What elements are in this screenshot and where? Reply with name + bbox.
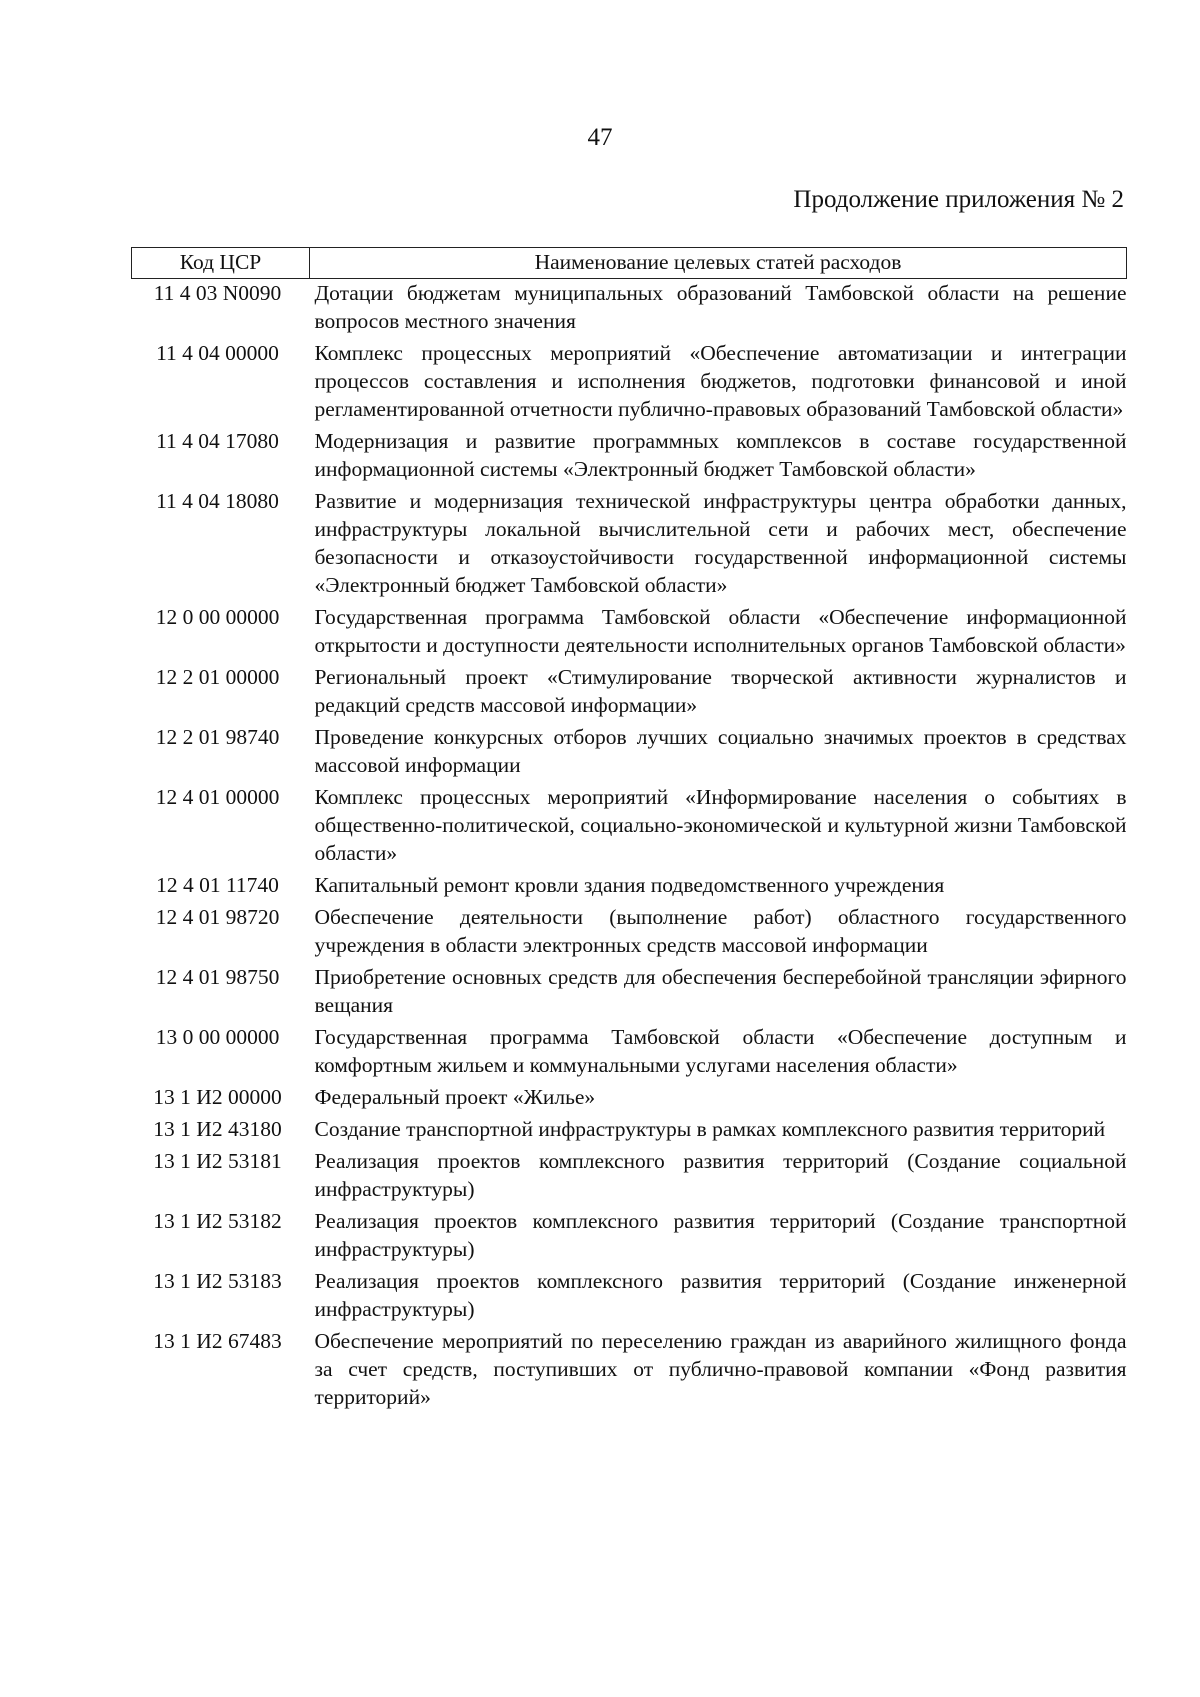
row-code: 12 0 00 00000	[155, 605, 280, 629]
row-code: 12 2 01 98740	[155, 725, 280, 749]
header-code: Код ЦСР	[132, 248, 310, 279]
appendix-title: Продолжение приложения № 2	[793, 186, 1124, 213]
row-code: 13 1 И2 53181	[153, 1149, 282, 1173]
table-header-row	[132, 248, 1127, 279]
row-code: 12 4 01 00000	[155, 785, 280, 809]
table-row	[132, 1083, 1127, 1115]
table-row	[132, 1115, 1127, 1147]
table-row	[132, 603, 1127, 663]
row-name: Капитальный ремонт кровли здания подведомственного учреждения	[314, 873, 945, 897]
row-name: Обеспечение деятельности (выполнение работ) областного государственного учреждения в области электронных средств массовой информации	[314, 905, 1127, 957]
table-row	[132, 663, 1127, 723]
row-code: 11 4 04 00000	[156, 341, 279, 365]
row-name: Федеральный проект «Жилье»	[314, 1085, 596, 1109]
table-row	[132, 1147, 1127, 1207]
row-code: 11 4 03 N0090	[153, 281, 282, 305]
table-row	[132, 1207, 1127, 1267]
row-code: 12 4 01 98720	[155, 905, 280, 929]
table-row	[132, 1267, 1127, 1327]
row-name: Региональный проект «Стимулирование творческой активности журналистов и редакций средств массовой информации»	[314, 665, 1127, 717]
row-code: 12 4 01 11740	[156, 873, 279, 897]
page-number: 47	[587, 124, 613, 151]
row-name: Дотации бюджетам муниципальных образований Тамбовской области на решение вопросов местного значения	[314, 281, 1127, 333]
table-row	[132, 487, 1127, 603]
row-code: 11 4 04 17080	[156, 429, 279, 453]
row-code: 13 1 И2 53183	[153, 1269, 282, 1293]
row-name: Реализация проектов комплексного развития территорий (Создание транспортной инфраструктуры)	[314, 1209, 1127, 1261]
row-name: Модернизация и развитие программных комплексов в составе государственной информационной системы «Электронный бюджет Тамбовской области»	[314, 429, 1127, 481]
row-code: 13 1 И2 43180	[153, 1117, 282, 1141]
row-name: Комплекс процессных мероприятий «Обеспечение автоматизации и интеграции процессов составления и исполнения бюджетов, подготовки финансовой и иной регламентированной отчетности публично-правовых образований Тамбовской области»	[314, 341, 1127, 421]
row-code: 12 4 01 98750	[155, 965, 280, 989]
row-code: 11 4 04 18080	[156, 489, 279, 513]
row-name: Проведение конкурсных отборов лучших социально значимых проектов в средствах массовой информации	[314, 725, 1127, 777]
table-row	[132, 1327, 1127, 1415]
row-code: 13 1 И2 67483	[153, 1329, 282, 1353]
row-name: Создание транспортной инфраструктуры в рамках комплексного развития территорий	[314, 1117, 1106, 1141]
table-row	[132, 279, 1127, 340]
table-row	[132, 339, 1127, 427]
row-code: 13 1 И2 53182	[153, 1209, 282, 1233]
row-name: Государственная программа Тамбовской области «Обеспечение информационной открытости и доступности деятельности исполнительных органов Тамбовской области»	[314, 605, 1127, 657]
row-code: 12 2 01 00000	[155, 665, 280, 689]
row-name: Реализация проектов комплексного развития территорий (Создание инженерной инфраструктуры)	[314, 1269, 1127, 1321]
table-row	[132, 427, 1127, 487]
table-row	[132, 963, 1127, 1023]
table-row	[132, 783, 1127, 871]
table-row	[132, 1023, 1127, 1083]
row-name: Приобретение основных средств для обеспечения бесперебойной трансляции эфирного вещания	[314, 965, 1127, 1017]
row-code: 13 1 И2 00000	[153, 1085, 282, 1109]
table-row	[132, 871, 1127, 903]
row-name: Государственная программа Тамбовской области «Обеспечение доступным и комфортным жильем и коммунальными услугами населения области»	[314, 1025, 1127, 1077]
row-name: Комплекс процессных мероприятий «Информирование населения о событиях в общественно-политической, социально-экономической и культурной жизни Тамбовской области»	[314, 785, 1127, 865]
header-name: Наименование целевых статей расходов	[310, 248, 1127, 279]
row-name: Обеспечение мероприятий по переселению граждан из аварийного жилищного фонда за счет средств, поступивших от публично-правовой компании «Фонд развития территорий»	[314, 1329, 1127, 1409]
budget-items-table	[131, 247, 1127, 1415]
row-name: Реализация проектов комплексного развития территорий (Создание социальной инфраструктуры)	[314, 1149, 1127, 1201]
table-row	[132, 723, 1127, 783]
table-row	[132, 903, 1127, 963]
row-name: Развитие и модернизация технической инфраструктуры центра обработки данных, инфраструктуры локальной вычислительной сети и рабочих мест, обеспечение безопасности и отказоустойчивости государственной информационной системы «Электронный бюджет Тамбовской области»	[314, 489, 1127, 597]
row-code: 13 0 00 00000	[155, 1025, 280, 1049]
